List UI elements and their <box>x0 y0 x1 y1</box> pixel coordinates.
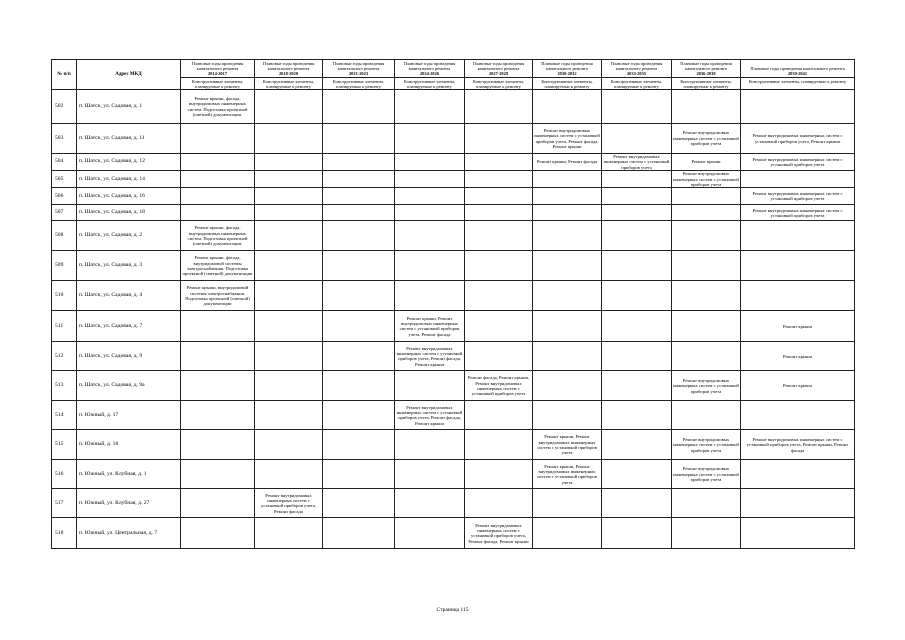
repair-cell <box>323 281 395 311</box>
table-row <box>52 221 855 251</box>
row-number: 512 <box>52 342 77 371</box>
row-number: 513 <box>52 371 77 401</box>
repair-cell: Ремонт крыши, внутридомовой системы электроснабжения. Подготовка проектной (сметной) документации <box>181 281 255 311</box>
repair-cell <box>323 221 395 251</box>
repair-cell <box>181 124 255 154</box>
repair-cell <box>533 311 602 342</box>
header-period-years: 2030-2032 <box>557 70 577 76</box>
repair-cell: Ремонт внутридомовых инженерных систем с установкой приборов учета <box>673 171 739 188</box>
row-address: п. Шатск, ул. Садовая, д. 11 <box>77 124 181 154</box>
header-period-years: 2018-2020 <box>278 70 299 76</box>
repair-cell: Ремонт внутридомовых инженерных систем с установкой приборов учета, Ремонт фасада <box>255 489 323 518</box>
header-period-subtitle: Конструктивные элементы, планируемые к ремонту <box>255 77 322 89</box>
repair-cell: Ремонт крыши, фасада, внутридомовой системы электроснабжения. Подготовка проектной (сметной) документации <box>181 251 255 281</box>
repair-cell <box>602 430 672 460</box>
repair-cell <box>255 460 323 489</box>
row-address: п. Шатск, ул. Садовая, д. 9 <box>77 342 181 371</box>
header-period-years: 2033-2035 <box>626 70 647 76</box>
repair-cell <box>395 460 465 489</box>
repair-cell: Ремонт крыши, Ремонт внутридомовых инженерных систем с установкой приборов учета <box>533 460 602 489</box>
repair-cell: Ремонт внутридомовых инженерных систем с установкой приборов учета, Ремонт фасада, Ремонт крыши <box>533 124 602 154</box>
repair-cell <box>602 221 672 251</box>
repair-cell <box>255 342 323 371</box>
row-address: п. Южный, д. 18 <box>77 430 181 460</box>
row-number: 502 <box>52 90 77 124</box>
row-address: п. Шатск, ул. Садовая, д. 7 <box>77 311 181 342</box>
repair-cell <box>395 251 465 281</box>
header-period-title: Плановые годы проведения капитального ремонта <box>472 60 525 71</box>
repair-cell <box>533 342 602 371</box>
repair-cell: Ремонт внутридомовых инженерных систем с установкой приборов учета <box>672 371 741 401</box>
repair-cell: Ремонт крыши <box>741 371 855 401</box>
repair-cell: Ремонт крыши, фасада, внутридомовых инженерных систем. Подготовка проектной (сметной) документации. <box>181 221 255 251</box>
repair-cell: Ремонт крыши <box>672 154 741 171</box>
repair-cell <box>255 371 323 401</box>
repair-cell <box>602 460 672 489</box>
header-period-title: Плановые годы проведения капитального ремонта <box>541 60 593 71</box>
repair-cell <box>602 124 672 154</box>
repair-cell <box>602 188 672 205</box>
row-number: 515 <box>52 430 77 460</box>
repair-cell <box>395 154 465 171</box>
repair-cell: Ремонт внутридомовых инженерных систем с установкой приборов учета <box>672 124 741 154</box>
repair-cell <box>465 281 533 311</box>
repair-cell <box>533 221 602 251</box>
repair-cell <box>741 518 855 549</box>
repair-cell <box>672 401 741 430</box>
header-period <box>741 60 855 90</box>
repair-cell <box>255 188 323 205</box>
repair-cell: Ремонт крыши <box>741 342 855 371</box>
table-header-row <box>52 60 855 90</box>
repair-cell: Ремонт внутридомовых инженерных систем с установкой приборов учета <box>672 430 741 460</box>
row-address: п. Шатск, ул. Садовая, д. 18 <box>77 205 181 221</box>
repair-cell <box>465 124 533 154</box>
repair-cell <box>533 281 602 311</box>
repair-cell <box>323 371 395 401</box>
repair-cell: Ремонт крыши, Ремонт внутридомовых инженерных систем с установкой приборов учета, Ремонт фасада <box>395 311 465 342</box>
header-period <box>181 60 255 90</box>
header-period <box>602 60 672 90</box>
repair-cell <box>395 281 465 311</box>
repair-cell <box>741 251 855 281</box>
repair-cell <box>323 251 395 281</box>
repair-cell <box>533 90 602 124</box>
repair-cell <box>395 90 465 124</box>
repair-cell <box>741 171 855 188</box>
repair-cell <box>395 518 465 549</box>
table-row <box>52 251 855 281</box>
repair-cell <box>181 401 255 430</box>
repair-cell <box>741 90 855 124</box>
repair-cell <box>672 281 741 311</box>
header-period-title: Плановые годы проведения капитального ремонта <box>191 60 244 71</box>
table-row <box>52 430 855 460</box>
row-number: 518 <box>52 518 77 549</box>
repair-cell: Ремонт внутридомовых инженерных систем с установкой приборов учета <box>602 154 672 171</box>
row-number: 511 <box>52 311 77 342</box>
table-row <box>52 281 855 311</box>
repair-cell: Ремонт внутридомовых инженерных систем с установкой приборов учета <box>741 188 855 205</box>
header-period <box>395 60 465 90</box>
row-number: 505 <box>52 171 77 188</box>
repair-cell <box>602 518 672 549</box>
repair-cell <box>181 205 255 221</box>
header-period-title: Плановые годы проведения капитального ремонта <box>680 60 732 71</box>
repair-cell <box>395 371 465 401</box>
repair-cell: Ремонт крыши <box>741 311 855 342</box>
repair-cell <box>465 90 533 124</box>
repair-cell <box>465 311 533 342</box>
header-period-subtitle: Конструктивные элементы, планируемые к ремонту <box>533 77 601 89</box>
header-period <box>323 60 395 90</box>
repair-cell <box>395 124 465 154</box>
repair-cell <box>672 188 741 205</box>
header-period-title: Плановые годы проведения капитального ремонта <box>610 60 663 71</box>
repair-cell <box>181 371 255 401</box>
repair-cell <box>395 221 465 251</box>
header-period-title: Плановые годы проведения капитального ремонта <box>262 60 315 71</box>
repair-cell <box>255 281 323 311</box>
row-number: 508 <box>52 221 77 251</box>
repair-cell <box>672 342 741 371</box>
header-period-subtitle: Конструктивные элементы, планируемые к ремонту <box>672 77 740 89</box>
repair-cell <box>672 205 741 221</box>
repair-cell <box>181 154 255 171</box>
repair-cell <box>602 489 672 518</box>
repair-cell <box>465 188 533 205</box>
row-address: п. Шатск, ул. Садовая, д. 2 <box>77 221 181 251</box>
repair-cell <box>533 171 602 188</box>
capital-repair-table <box>51 59 855 549</box>
row-number: 504 <box>52 154 77 171</box>
repair-cell <box>323 342 395 371</box>
page-footer: Страница 115 <box>436 607 469 613</box>
repair-cell <box>672 90 741 124</box>
repair-cell <box>395 188 465 205</box>
repair-cell <box>602 171 672 188</box>
header-num: № п/п <box>52 60 77 90</box>
repair-cell <box>741 489 855 518</box>
header-period-title: Плановые годы проведения капитального ремонта <box>750 65 845 71</box>
repair-cell: Ремонт внутридомовых инженерных систем с установкой приборов учета <box>741 205 855 221</box>
row-address: п. Шатск, ул. Садовая, д. 16 <box>77 188 181 205</box>
repair-cell <box>181 342 255 371</box>
table-row <box>52 90 855 124</box>
header-period-title: Плановые годы проведения капитального ремонта <box>403 60 456 71</box>
repair-cell <box>533 251 602 281</box>
repair-cell <box>533 188 602 205</box>
header-period-years: 2024-2026 <box>419 70 440 76</box>
table-row <box>52 154 855 171</box>
row-number: 517 <box>52 489 77 518</box>
row-number: 516 <box>52 460 77 489</box>
repair-cell <box>255 90 323 124</box>
repair-cell <box>465 154 533 171</box>
repair-cell: Ремонт внутридомовых инженерных систем с установкой приборов учета, Ремонт фасада, Ремонт крыши <box>465 518 533 549</box>
header-period-title: Плановые годы проведения капитального ремонта <box>332 60 385 71</box>
repair-cell <box>741 401 855 430</box>
repair-cell <box>602 90 672 124</box>
header-period <box>255 60 323 90</box>
repair-cell <box>395 489 465 518</box>
row-number: 506 <box>52 188 77 205</box>
repair-cell <box>181 430 255 460</box>
repair-cell <box>465 221 533 251</box>
header-period-years: 2027-2029 <box>488 70 509 76</box>
repair-cell: Ремонт внутридомовых инженерных систем с установкой приборов учета, Ремонт крыши <box>741 124 855 154</box>
repair-cell <box>323 311 395 342</box>
repair-cell <box>533 205 602 221</box>
repair-cell <box>181 518 255 549</box>
repair-cell <box>465 251 533 281</box>
repair-cell <box>255 154 323 171</box>
row-address: п. Шатск, ул. Садовая, д. 1 <box>77 90 181 124</box>
header-period-subtitle: Конструктивные элементы, планируемые к ремонту <box>741 77 854 84</box>
repair-cell <box>181 460 255 489</box>
table-row <box>52 460 855 489</box>
repair-cell <box>181 489 255 518</box>
header-period <box>533 60 602 90</box>
header-period <box>465 60 533 90</box>
repair-cell <box>255 171 323 188</box>
repair-cell <box>533 371 602 401</box>
table-row <box>52 489 855 518</box>
row-number: 509 <box>52 251 77 281</box>
repair-cell <box>533 518 602 549</box>
repair-cell <box>323 489 395 518</box>
header-period-years: 2014-2017 <box>207 70 228 76</box>
repair-cell: Ремонт внутридомовых инженерных систем с установкой приборов учета, Ремонт фасада, Ремонт крыши <box>395 401 465 430</box>
header-period-years: 2039-2041 <box>787 70 808 76</box>
repair-cell <box>741 460 855 489</box>
repair-cell <box>323 90 395 124</box>
repair-cell <box>255 205 323 221</box>
repair-cell <box>255 430 323 460</box>
repair-cell <box>465 401 533 430</box>
repair-cell <box>255 311 323 342</box>
repair-cell <box>323 518 395 549</box>
repair-cell <box>741 221 855 251</box>
repair-cell: Ремонт внутридомовых инженерных систем с установкой приборов учета <box>741 154 855 171</box>
header-period-subtitle: Конструктивные элементы, планируемые к ремонту <box>602 77 671 89</box>
header-period-subtitle: Конструктивные элементы, планируемые к ремонту <box>181 77 254 89</box>
header-period-subtitle: Конструктивные элементы, планируемые к ремонту <box>323 77 394 89</box>
repair-cell <box>323 401 395 430</box>
repair-cell: Ремонт крыши, Ремонт фасада <box>533 154 602 171</box>
row-address: п. Южный, ул. Клубная, д. 27 <box>77 489 181 518</box>
repair-cell <box>255 401 323 430</box>
repair-cell <box>255 124 323 154</box>
table-row <box>52 371 855 401</box>
repair-cell: Ремонт фасада, Ремонт крыши, Ремонт внутридомовых инженерных систем с установкой приборов учета <box>465 371 533 401</box>
row-address: п. Южный, ул. Клубная, д. 1 <box>77 460 181 489</box>
repair-cell <box>395 171 465 188</box>
header-address: Адрес МКД <box>77 60 181 90</box>
repair-cell <box>323 460 395 489</box>
row-number: 510 <box>52 281 77 311</box>
repair-cell: Ремонт крыши, Ремонт внутридомовых инженерных систем с установкой приборов учета <box>533 430 602 460</box>
repair-cell <box>323 188 395 205</box>
row-address: п. Шатск, ул. Садовая, д. 3 <box>77 251 181 281</box>
repair-cell <box>672 311 741 342</box>
repair-cell <box>602 251 672 281</box>
row-address: п. Шатск, ул. Садовая, д. 12 <box>77 154 181 171</box>
repair-cell <box>465 489 533 518</box>
repair-cell <box>672 518 741 549</box>
repair-cell <box>672 221 741 251</box>
repair-cell: Ремонт внутридомовых инженерных систем с установкой приборов учета, Ремонт крыши, Ремонт фасада <box>741 430 855 460</box>
repair-cell <box>602 281 672 311</box>
table-row <box>52 124 855 154</box>
repair-cell: Ремонт крыши, фасада, внутридомовых инженерных систем. Подготовка проектной (сметной) документации. <box>181 90 255 124</box>
repair-cell: Ремонт внутридомовых инженерных систем с установкой приборов учета, Ремонт фасада, Ремонт крыши <box>395 342 465 371</box>
repair-cell <box>465 171 533 188</box>
repair-cell <box>533 489 602 518</box>
repair-cell <box>395 205 465 221</box>
row-address: п. Шатск, ул. Садовая, д. 14 <box>77 171 181 188</box>
row-address: п. Шатск, ул. Садовая, д. 4 <box>77 281 181 311</box>
row-address: п. Южный, д. 17 <box>77 401 181 430</box>
repair-cell <box>465 342 533 371</box>
repair-cell <box>602 311 672 342</box>
repair-cell <box>255 251 323 281</box>
repair-cell <box>395 430 465 460</box>
repair-cell <box>181 311 255 342</box>
row-number: 503 <box>52 124 77 154</box>
repair-cell <box>602 371 672 401</box>
table-row <box>52 342 855 371</box>
table-row <box>52 205 855 221</box>
repair-cell: Ремонт внутридомовых инженерных систем с установкой приборов учета <box>672 460 741 489</box>
repair-cell <box>323 171 395 188</box>
row-address: п. Южный, ул. Центральная, д. 7 <box>77 518 181 549</box>
repair-cell <box>465 430 533 460</box>
header-period-subtitle: Конструктивные элементы, планируемые к ремонту <box>395 77 464 89</box>
repair-cell <box>255 518 323 549</box>
table-row <box>52 518 855 549</box>
repair-cell <box>255 221 323 251</box>
table-row <box>52 311 855 342</box>
repair-cell <box>672 251 741 281</box>
repair-cell <box>181 171 255 188</box>
table-row <box>52 188 855 205</box>
repair-cell <box>323 430 395 460</box>
repair-cell <box>323 124 395 154</box>
repair-cell <box>465 460 533 489</box>
repair-cell <box>602 205 672 221</box>
row-number: 507 <box>52 205 77 221</box>
repair-cell <box>465 205 533 221</box>
row-address: п. Шатск, ул. Садовая, д. 9а <box>77 371 181 401</box>
repair-cell <box>602 401 672 430</box>
repair-cell <box>672 489 741 518</box>
header-period <box>672 60 741 90</box>
repair-cell <box>602 342 672 371</box>
repair-cell <box>533 401 602 430</box>
table-row <box>52 401 855 430</box>
table-row <box>52 171 855 188</box>
header-period-years: 2021-2023 <box>348 70 369 76</box>
repair-cell <box>323 205 395 221</box>
repair-cell <box>741 281 855 311</box>
header-period-subtitle: Конструктивные элементы, планируемые к ремонту <box>465 77 532 89</box>
repair-cell <box>323 154 395 171</box>
repair-cell <box>181 188 255 205</box>
header-period-years: 2036-2038 <box>696 70 716 76</box>
row-number: 514 <box>52 401 77 430</box>
